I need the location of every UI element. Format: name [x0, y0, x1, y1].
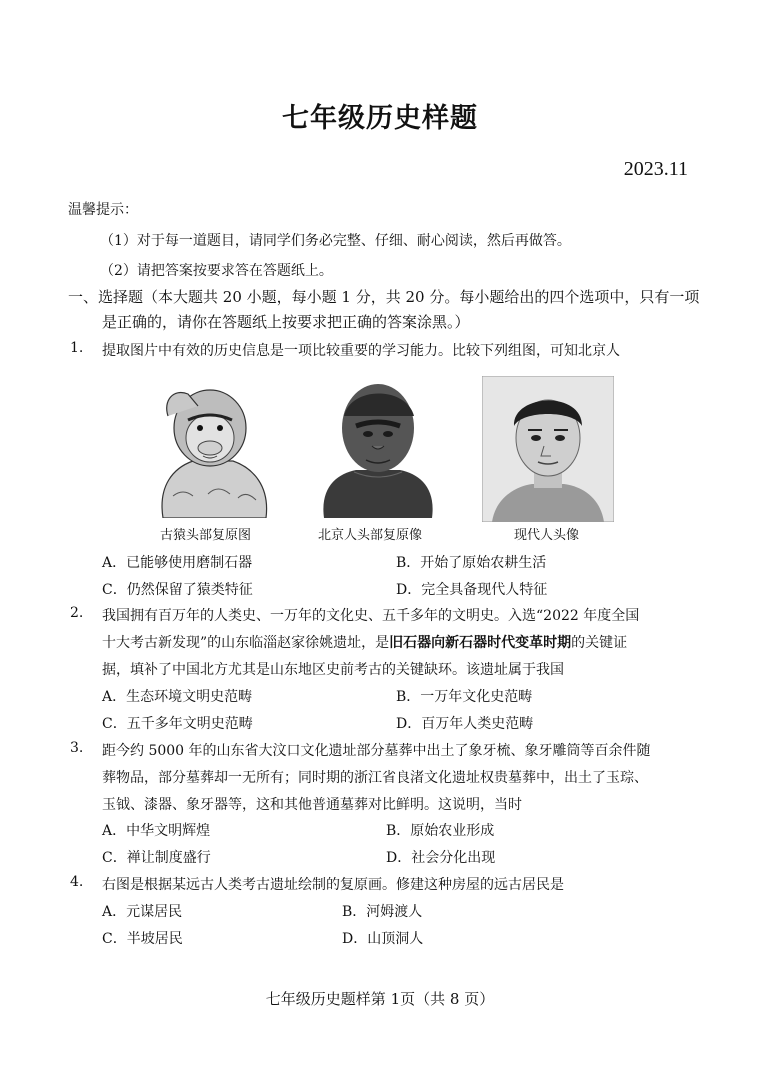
option-a: A．生态环境文明史范畴 [102, 689, 253, 705]
question-number: 4. [70, 874, 84, 890]
question-number: 1. [70, 340, 84, 356]
question-text: 提取图片中有效的历史信息是一项比较重要的学习能力。比较下列组图，可知北京人 [102, 343, 620, 359]
option-a: A．元谋居民 [102, 904, 183, 920]
question-number: 2. [70, 605, 84, 621]
tip-item-2: （2）请把答案按要求答在答题纸上。 [100, 263, 333, 279]
option-d: D．完全具备现代人特征 [396, 582, 548, 598]
figure-caption-ape: 古猿头部复原图 [160, 528, 252, 543]
figure-caption-peking-man: 北京人头部复原像 [318, 528, 423, 543]
option-c: C．禅让制度盛行 [102, 850, 211, 866]
modern-human-portrait [482, 376, 614, 522]
option-b: B．河姆渡人 [342, 904, 423, 920]
question-text-segment: 的关键证 [571, 635, 628, 651]
option-c: C．仍然保留了猿类特征 [102, 582, 253, 598]
question-text-line2: 葬物品，部分墓葬却一无所有；同时期的浙江省良渚文化遗址权贵墓葬中，出土了玉琮、 [102, 770, 648, 786]
option-d: D．百万年人类史范畴 [396, 716, 534, 732]
question-text-line1: 距今约 5000 年的山东省大汶口文化遗址部分墓葬中出土了象牙梳、象牙雕筒等百余件随 [102, 743, 651, 759]
page-footer: 七年级历史题样第 1页（共 8 页） [265, 990, 495, 1008]
question-text-segment: 十大考古新发现”的山东临淄赵家徐姚遗址，是 [102, 635, 390, 651]
ape-head-illustration [148, 376, 278, 518]
question-text-line1: 我国拥有百万年的人类史、一万年的文化史、五千多年的文明史。入选“2022 年度全国 [102, 608, 640, 624]
option-c: C．五千多年文明史范畴 [102, 716, 253, 732]
option-a: A．中华文明辉煌 [102, 823, 211, 839]
option-b: B．一万年文化史范畴 [396, 689, 533, 705]
tip-item-1: （1）对于每一道题目，请同学们务必完整、仔细、耐心阅读，然后再做答。 [100, 233, 571, 249]
option-a: A．已能够使用磨制石器 [102, 555, 253, 571]
option-b: B．开始了原始农耕生活 [396, 555, 547, 571]
question-number: 3. [70, 740, 84, 756]
section-heading-line2: 是正确的，请你在答题纸上按要求把正确的答案涂黑。） [102, 313, 470, 331]
option-c: C．半坡居民 [102, 931, 183, 947]
figure-caption-modern-human: 现代人头像 [514, 528, 580, 543]
tips-label: 温馨提示： [68, 202, 138, 218]
section-heading-line1: 一、选择题（本大题共 20 小题，每小题 1 分，共 20 分。每小题给出的四个选项中，只有一项 [68, 288, 700, 306]
question-text-line2 [102, 632, 627, 652]
option-d: D．社会分化出现 [386, 850, 496, 866]
option-d: D．山顶洞人 [342, 931, 424, 947]
question-text: 右图是根据某远古人类考古遗址绘制的复原画。修建这种房屋的远古居民是 [102, 877, 564, 893]
peking-man-bust-illustration [316, 376, 440, 518]
question-text-line3: 玉钺、漆器、象牙器等，这和其他普通墓葬对比鲜明。这说明，当时 [102, 797, 522, 813]
exam-date: 2023.11 [623, 158, 688, 180]
page-title: 七年级历史样题 [282, 103, 478, 134]
emphasized-text: 旧石器向新石器时代变革时期 [389, 635, 572, 651]
question-text-line3: 据，填补了中国北方尤其是山东地区史前考古的关键缺环。该遗址属于我国 [102, 662, 564, 678]
option-b: B．原始农业形成 [386, 823, 495, 839]
